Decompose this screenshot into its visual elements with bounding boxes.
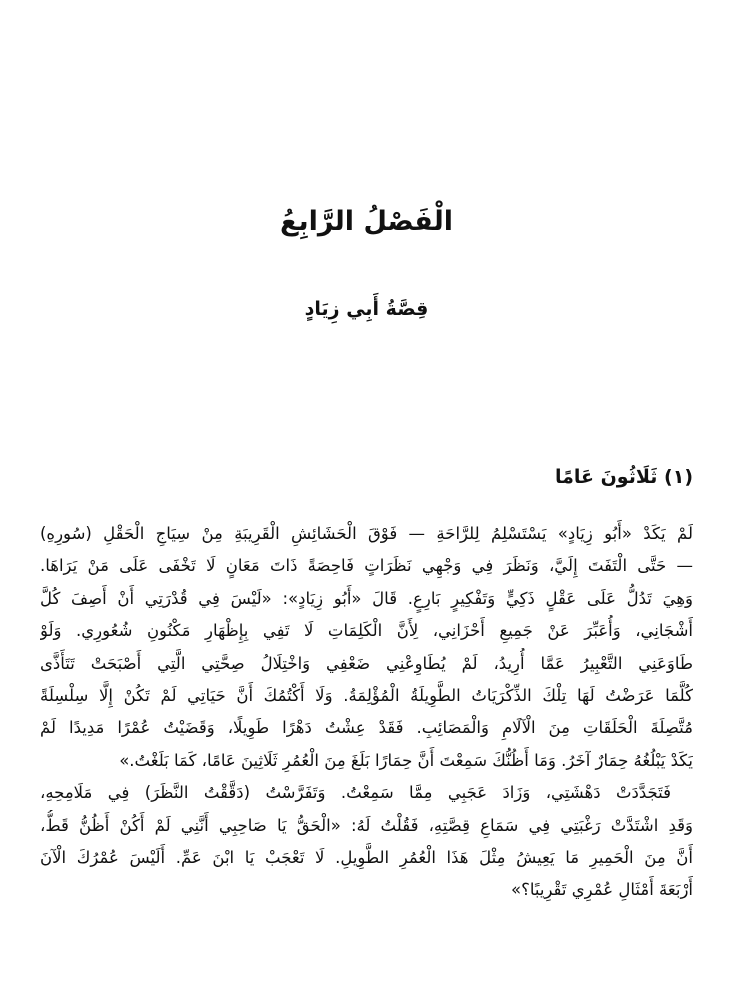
text-line: لَمْ يَكَدْ «أَبُو زِيَادٍ» يَسْتَسْلِمُ لِلرَّاحَةِ — فَوْقَ الْحَشَائِشِ الْقَرِيبَةِ مِنْ سِيَاجِ الْحَقْلِ (سُورِهِ) — [40, 524, 693, 543]
text-line: وَقَدِ اشْتَدَّتْ رَغْبَتِي فِي سَمَاعِ قِصَّتِهِ، فَقُلْتُ لَهُ: «الْحَقُّ يَا صَاحِبِي أَنَّنِي لَمْ أَكُنْ أَظُنُّ قَطُّ، — [40, 815, 693, 835]
text-line: أَشْجَانِي، وَأُعَبِّرَ عَنْ جَمِيعِ أَحْزَانِي، لِأَنَّ الْكَلِمَاتِ لَا تَفِي بِإِظْهَارِ مَكْنُونِ شُعُورِي. وَلَوْ — [40, 621, 693, 641]
text-line: وَهِيَ تَدُلُّ عَلَى عَقْلٍ ذَكِيٍّ وَتَفْكِيرٍ بَارِعٍ. قَالَ «أَبُو زِيَادٍ»: «لَيْسَ فِي قُدْرَتِي أَنْ أَصِفَ كُلَّ — [40, 588, 693, 608]
paragraph-1 — [40, 518, 693, 777]
text-line: أَنَّ مِنَ الْحَمِيرِ مَا يَعِيشُ مِثْلَ هَذَا الْعُمُرِ الطَّوِيلِ. لَا تَعْجَبْ يَا ابْنَ عَمِّ. أَلَيْسَ عُمْرُكَ الْآنَ — [40, 847, 693, 867]
text-line: — حَتَّى الْتَفَتَ إِلَيَّ، وَنَظَرَ فِي وَجْهِي نَظَرَاتٍ فَاحِصَةً ذَاتَ مَعَانٍ لَا تَخْفَى عَلَى مَنْ يَرَاهَا. — [40, 556, 693, 576]
text-line: يَكَدْ يَبْلُغُهُ حِمَارٌ آخَرُ. وَمَا أَظُنُّكَ سَمِعْتَ أَنَّ حِمَارًا بَلَغَ مِنَ الْعُمُرِ ثَلَاثِينَ عَامًا، كَمَا بَلَغْتُ.» — [119, 750, 693, 770]
chapter-subtitle: قِصَّةُ أَبِي زِيَادٍ — [304, 298, 429, 320]
text-line: فَتَجَدَّدَتْ دَهْشَتِي، وَزَادَ عَجَبِي مِمَّا سَمِعْتُ. وَتَفَرَّسْتُ (دَقَّقْتُ النَّظَرَ) فِي مَلَامِحِهِ، — [40, 783, 671, 803]
text-line: مُتَّصِلَةَ الْحَلَقَاتِ مِنَ الْآلَامِ وَالْمَصَائِبِ. فَقَدْ عِشْتُ دَهْرًا طَوِيلًا، وَقَضَيْتُ عُمْرًا مَدِيدًا لَمْ — [40, 718, 693, 738]
text-line: طَاوَعَنِي التَّعْبِيرُ عَمَّا أُرِيدُ، لَمْ يُطَاوِعْنِي ضَعْفِي وَاخْتِلَالُ صِحَّتِي الَّتِي أَصْبَحَتْ تَتَأَذَّى — [40, 653, 693, 673]
paragraph-2 — [40, 777, 693, 907]
body-text — [40, 518, 693, 907]
text-line: أَرْبَعَةَ أَمْثَالِ عُمْرِي تَقْرِيبًا؟» — [511, 880, 693, 900]
text-line: كُلَّمَا عَرَضْتُ لَهَا تِلْكَ الذِّكْرَيَاتُ الطَّوِيلَةُ الْمُؤْلِمَةُ. وَلَا أَكْتُمُكَ أَنَّ حَيَاتِي لَمْ تَكُنْ إِلَّا سِلْسِلَةً — [40, 685, 693, 705]
chapter-title: الْفَصْلُ الرَّابِعُ — [280, 206, 453, 237]
section-heading: (١) ثَلَاثُونَ عَامًا — [554, 466, 693, 488]
